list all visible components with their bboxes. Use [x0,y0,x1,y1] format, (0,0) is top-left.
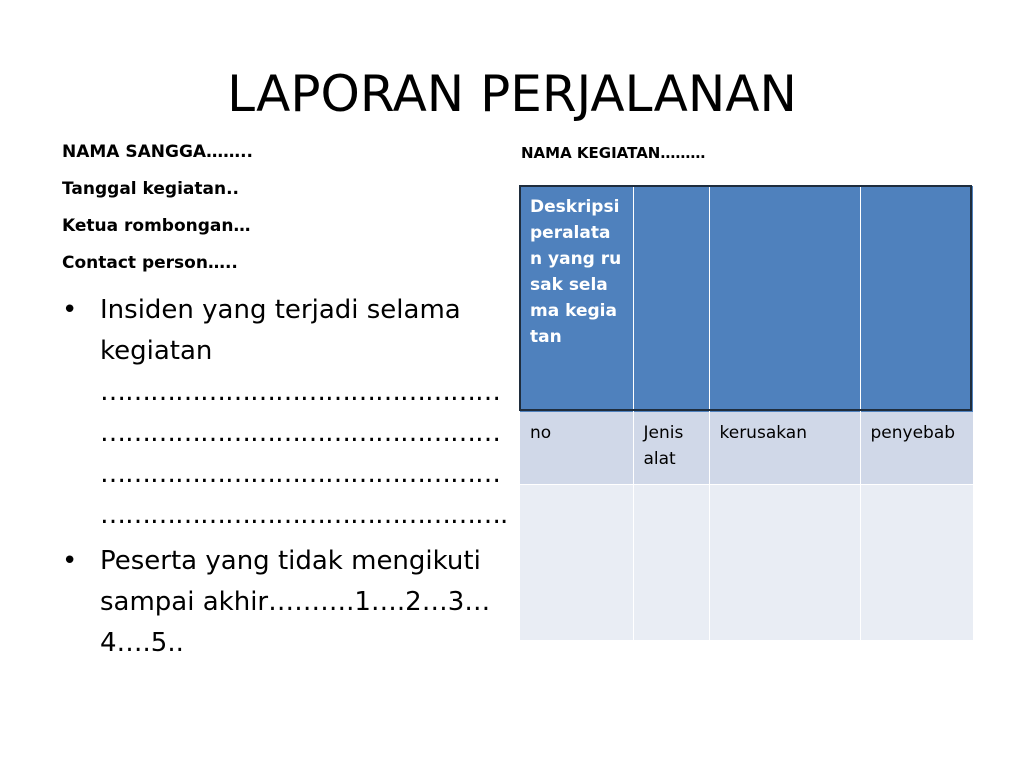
table-header-cell [709,186,860,412]
dotted-line: ………………………………………… [100,459,500,489]
dotted-line: ………………………………………… [100,418,500,448]
table-row [520,484,973,640]
bullet-icon: • [62,546,78,576]
table-header-cell: Deskripsi peralatan yang rusak selama kegiatan [520,186,633,412]
table-cell: penyebab [860,412,973,484]
table-cell [709,484,860,640]
bullet-text-peserta: Peserta yang tidak mengikuti sampai akhir……….1….2…3…4….5.. [100,546,491,658]
nama-sangga-text: NAMA SANGGA…….. [62,142,253,162]
table-header-cell [633,186,709,412]
table-cell [520,484,633,640]
tanggal-kegiatan-text: Tanggal kegiatan.. [62,179,239,199]
dotted-line: ………………………………………… [100,377,500,407]
table-header-cell [860,186,973,412]
table-cell [633,484,709,640]
nama-kegiatan-text: NAMA KEGIATAN……… [521,144,706,162]
contact-person-text: Contact person….. [62,253,238,273]
slide-title: LAPORAN PERJALANAN [227,65,797,123]
table-row [520,412,973,484]
dotted-line: …………………………………………. [100,500,508,530]
bullet-icon: • [62,295,78,325]
peralatan-table [520,186,973,640]
ketua-rombongan-text: Ketua rombongan… [62,216,251,236]
bullet-text-insiden: Insiden yang terjadi selama kegiatan [100,295,461,366]
table-cell: no [520,412,633,484]
bullet-list [62,290,508,669]
table-cell [860,484,973,640]
table-header-row [520,186,973,412]
table-cell: kerusakan [709,412,860,484]
bullet-item-peserta [62,541,502,664]
bullet-item-insiden [62,290,508,536]
table-cell: Jenis alat [633,412,709,484]
